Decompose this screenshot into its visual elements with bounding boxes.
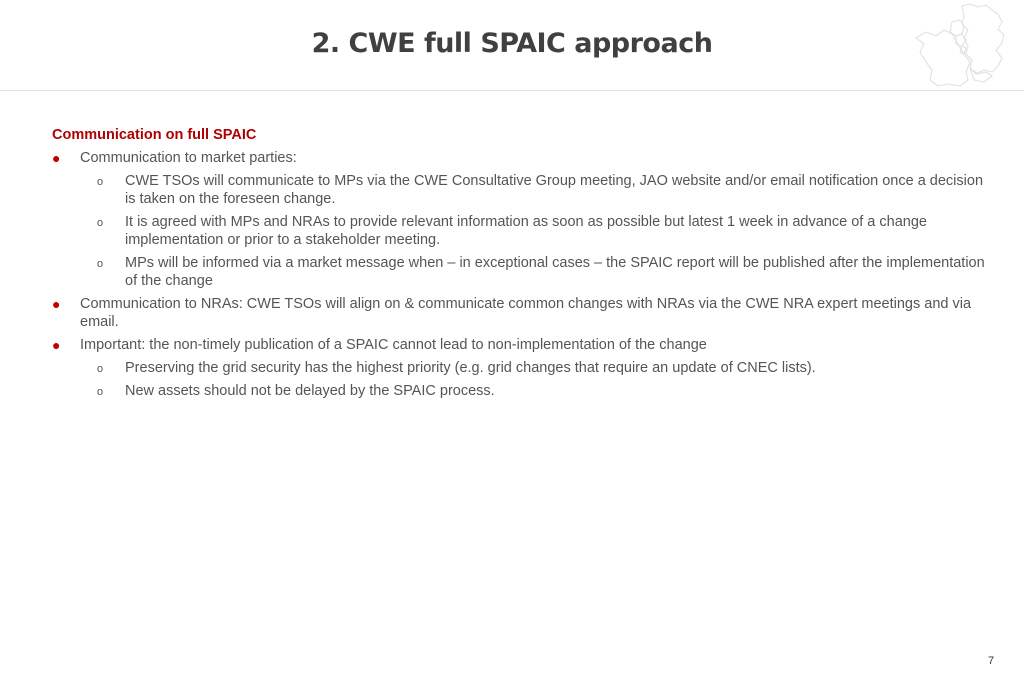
page-number: 7 — [988, 655, 995, 667]
list-item — [80, 172, 987, 208]
bullet-dot-icon: ● — [52, 150, 61, 166]
bullet-dot-icon: ● — [52, 296, 61, 312]
slide-title: 2. CWE full SPAIC approach — [311, 28, 713, 59]
slide-header — [0, 0, 1024, 91]
slide-content — [52, 126, 987, 405]
sub-bullet-text: CWE TSOs will communicate to MPs via the CWE Consultative Group meeting, JAO website and/or email notification once a decision is taken on the foreseen change. — [125, 173, 984, 207]
bullet-list — [52, 149, 987, 400]
sub-bullet-list — [80, 172, 987, 290]
sub-bullet-text: MPs will be informed via a market message when – in exceptional cases – the SPAIC report will be published after the implementation of the change — [125, 255, 985, 289]
bullet-text: Communication to market parties: — [80, 150, 297, 166]
list-item — [52, 295, 987, 331]
section-heading: Communication on full SPAIC — [52, 127, 257, 143]
circle-bullet-icon: o — [97, 258, 104, 270]
circle-bullet-icon: o — [97, 363, 104, 375]
list-item — [52, 336, 987, 400]
sub-bullet-text: Preserving the grid security has the highest priority (e.g. grid changes that require an update of CNEC lists). — [125, 360, 816, 376]
list-item — [80, 382, 987, 400]
sub-bullet-list — [80, 359, 987, 400]
circle-bullet-icon: o — [97, 217, 104, 229]
bullet-text: Important: the non-timely publication of a SPAIC cannot lead to non-implementation of the change — [80, 337, 707, 353]
list-item — [80, 359, 987, 377]
circle-bullet-icon: o — [97, 176, 104, 188]
sub-bullet-text: It is agreed with MPs and NRAs to provide relevant information as soon as possible but latest 1 week in advance of a change implementation or prior to a stakeholder meeting. — [125, 214, 927, 248]
list-item — [52, 149, 987, 290]
bullet-dot-icon: ● — [52, 337, 61, 353]
list-item — [80, 254, 987, 290]
sub-bullet-text: New assets should not be delayed by the SPAIC process. — [125, 383, 495, 399]
list-item — [80, 213, 987, 249]
cwe-region-map-icon — [912, 2, 1016, 88]
circle-bullet-icon: o — [97, 386, 104, 398]
bullet-text: Communication to NRAs: CWE TSOs will align on & communicate common changes with NRAs via the CWE NRA expert meetings and via email. — [80, 296, 972, 330]
